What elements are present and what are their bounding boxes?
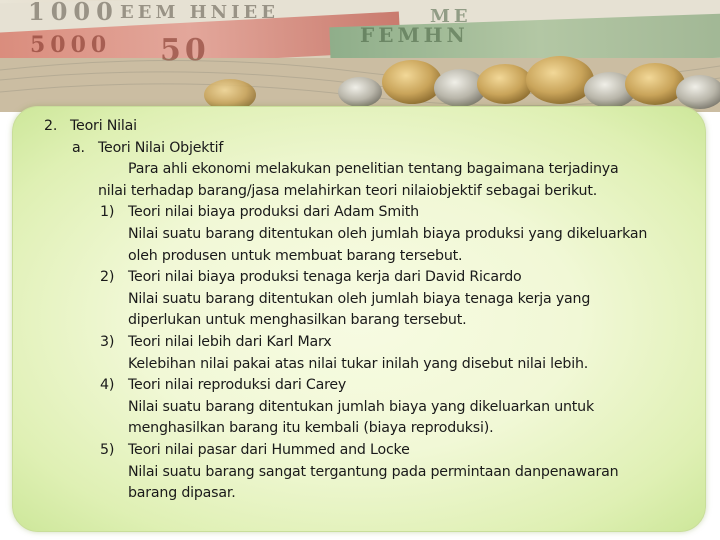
svg-text:FEMHN: FEMHN xyxy=(360,23,469,47)
svg-text:EEM HNIEE: EEM HNIEE xyxy=(120,2,279,23)
subsection-heading xyxy=(44,138,694,160)
list-item-text: barang dipasar. xyxy=(128,485,236,502)
list-item-heading: Teori nilai reproduksi dari Carey xyxy=(128,377,347,394)
document-body xyxy=(44,116,694,505)
intro-line-2: nilai terhadap barang/jasa melahirkan teori nilaiobjektif sebagai berikut. xyxy=(98,182,598,199)
list-item-number: 1) xyxy=(100,204,115,221)
list-item-title xyxy=(44,202,694,224)
list-item-heading: Teori nilai biaya produksi dari Adam Smith xyxy=(128,204,419,221)
section-title: Teori Nilai xyxy=(70,118,137,134)
list-item-text: Nilai suatu barang ditentukan jumlah biaya yang dikeluarkan untuk xyxy=(128,398,594,415)
list-item-text: menghasilkan barang itu kembali (biaya reproduksi). xyxy=(128,420,494,437)
subsection-title: Teori Nilai Objektif xyxy=(98,139,224,156)
svg-text:1000: 1000 xyxy=(28,0,119,26)
svg-text:ME: ME xyxy=(430,6,472,27)
list-item-title xyxy=(44,267,694,289)
list-item-number: 4) xyxy=(100,377,115,394)
list-item-text: Kelebihan nilai pakai atas nilai tukar inilah yang disebut nilai lebih. xyxy=(128,355,589,372)
section-number: 2. xyxy=(44,118,58,134)
list-item-heading: Teori nilai lebih dari Karl Marx xyxy=(128,333,332,350)
list-item-number: 5) xyxy=(100,441,115,458)
list-item-number: 2) xyxy=(100,269,115,286)
list-item-text: Nilai suatu barang ditentukan oleh jumlah biaya tenaga kerja yang xyxy=(128,290,591,307)
list-item-title xyxy=(44,375,694,397)
banknote-coins-banner xyxy=(0,0,720,112)
subsection-letter: a. xyxy=(72,139,85,156)
money-image xyxy=(0,0,720,112)
section-heading xyxy=(44,116,694,138)
list-item-heading: Teori nilai pasar dari Hummed and Locke xyxy=(128,441,410,458)
list-item-heading: Teori nilai biaya produksi tenaga kerja dari David Ricardo xyxy=(128,269,522,286)
list-item-number: 3) xyxy=(100,333,115,350)
list-item-text: oleh produsen untuk membuat barang tersebut. xyxy=(128,247,463,264)
intro-line-1: Para ahli ekonomi melakukan penelitian tentang bagaimana terjadinya xyxy=(128,161,619,178)
svg-text:50: 50 xyxy=(160,33,210,68)
list-item-text: Nilai suatu barang ditentukan oleh jumlah biaya produksi yang dikeluarkan xyxy=(128,225,648,242)
list-item-title xyxy=(44,332,694,354)
svg-text:5000: 5000 xyxy=(30,32,112,58)
list-item-text: Nilai suatu barang sangat tergantung pada permintaan danpenawaran xyxy=(128,463,619,480)
list-item-title xyxy=(44,440,694,462)
list-item-text: diperlukan untuk menghasilkan barang tersebut. xyxy=(128,312,467,329)
